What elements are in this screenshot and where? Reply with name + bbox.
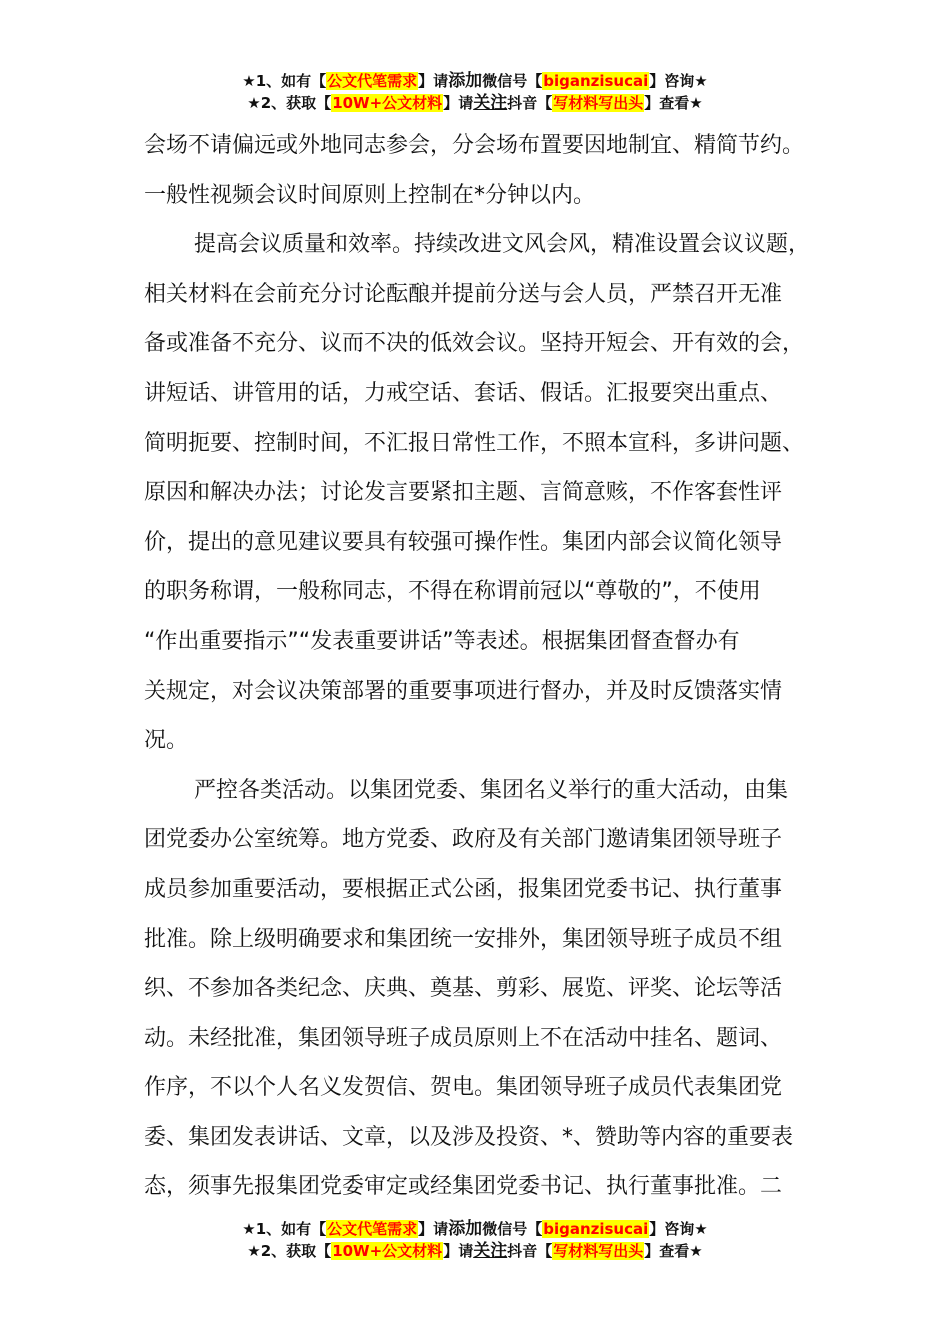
body-line: 动。未经批准，集团领导班子成员原则上不在活动中挂名、题词、 (144, 1025, 783, 1051)
header-banner-line-1: ★1、如有【公文代笔需求】请添加微信号【biganzisucai】咨询★ (242, 71, 708, 91)
body-line: 态，须事先报集团党委审定或经集团党委书记、执行董事批准。二 (144, 1174, 783, 1200)
document-body (144, 121, 824, 1212)
footer-banner (0, 1218, 950, 1262)
footer-banner-line-1: ★1、如有【公文代笔需求】请添加微信号【biganzisucai】咨询★ (242, 1219, 708, 1239)
body-line: 简明扼要、控制时间，不汇报日常性工作，不照本宣科，多讲问题、 (144, 430, 805, 456)
highlight-wechat-id: biganzisucai (543, 72, 649, 90)
star-icon: ★ (694, 72, 708, 90)
star-icon: ★ (247, 94, 261, 112)
highlight-service: 公文代笔需求 (327, 1220, 418, 1238)
body-line: 原因和解决办法；讨论发言要紧扣主题、言简意赅，不作客套性评 (144, 480, 783, 506)
footer-banner-line-2: ★2、获取【10W+公文材料】请关注抖音【写材料写出头】查看★ (247, 1241, 703, 1261)
body-line: 一般性视频会议时间原则上控制在*分钟以内。 (144, 182, 596, 208)
body-line: 相关材料在会前充分讨论酝酿并提前分送与会人员，严禁召开无准 (144, 281, 783, 307)
body-line: 会场不请偏远或外地同志参会，分会场布置要因地制宜、精简节约。 (144, 133, 805, 158)
highlight-service: 公文代笔需求 (327, 72, 418, 90)
star-icon: ★ (689, 1242, 703, 1260)
paragraph-start: 提高会议质量和效率。持续改进文风会风，精准设置会议议题， (194, 232, 811, 258)
body-line: 委、集团发表讲话、文章，以及涉及投资、*、赞助等内容的重要表 (144, 1124, 794, 1150)
body-line: 讲短话、讲管用的话，力戒空话、套话、假话。汇报要突出重点、 (144, 380, 783, 406)
star-icon: ★ (242, 72, 256, 90)
star-icon: ★ (247, 1242, 261, 1260)
body-line: 团党委办公室统筹。地方党委、政府及有关部门邀请集团领导班子 (144, 827, 783, 853)
body-line: 批准。除上级明确要求和集团统一安排外，集团领导班子成员不组 (144, 926, 783, 952)
header-banner-line-2: ★2、获取【10W+公文材料】请关注抖音【写材料写出头】查看★ (247, 93, 703, 113)
star-icon: ★ (242, 1220, 256, 1238)
body-line: 价，提出的意见建议要具有较强可操作性。集团内部会议简化领导 (144, 529, 783, 555)
highlight-douyin: 写材料写出头 (553, 94, 644, 112)
star-icon: ★ (689, 94, 703, 112)
highlight-wechat-id: biganzisucai (543, 1220, 649, 1238)
header-banner (0, 70, 950, 114)
highlight-materials: 10W+公文材料 (332, 1242, 443, 1260)
body-line: 作序，不以个人名义发贺信、贺电。集团领导班子成员代表集团党 (144, 1075, 783, 1101)
paragraph-start: 严控各类活动。以集团党委、集团名义举行的重大活动，由集 (194, 777, 789, 803)
body-line: 况。 (144, 728, 189, 754)
body-line: 的职务称谓，一般称同志，不得在称谓前冠以“尊敬的”，不使用 (144, 579, 761, 605)
body-line: 织、不参加各类纪念、庆典、奠基、剪彩、展览、评奖、论坛等活 (144, 976, 783, 1002)
body-line: 备或准备不充分、议而不决的低效会议。坚持开短会、开有效的会， (144, 331, 805, 357)
highlight-douyin: 写材料写出头 (553, 1242, 644, 1260)
body-line: “作出重要指示”“发表重要讲话”等表述。根据集团督查督办有 (144, 628, 740, 654)
body-line: 关规定，对会议决策部署的重要事项进行督办，并及时反馈落实情 (144, 678, 783, 704)
body-line: 成员参加重要活动，要根据正式公函，报集团党委书记、执行董事 (144, 876, 783, 902)
star-icon: ★ (694, 1220, 708, 1238)
highlight-materials: 10W+公文材料 (332, 94, 443, 112)
